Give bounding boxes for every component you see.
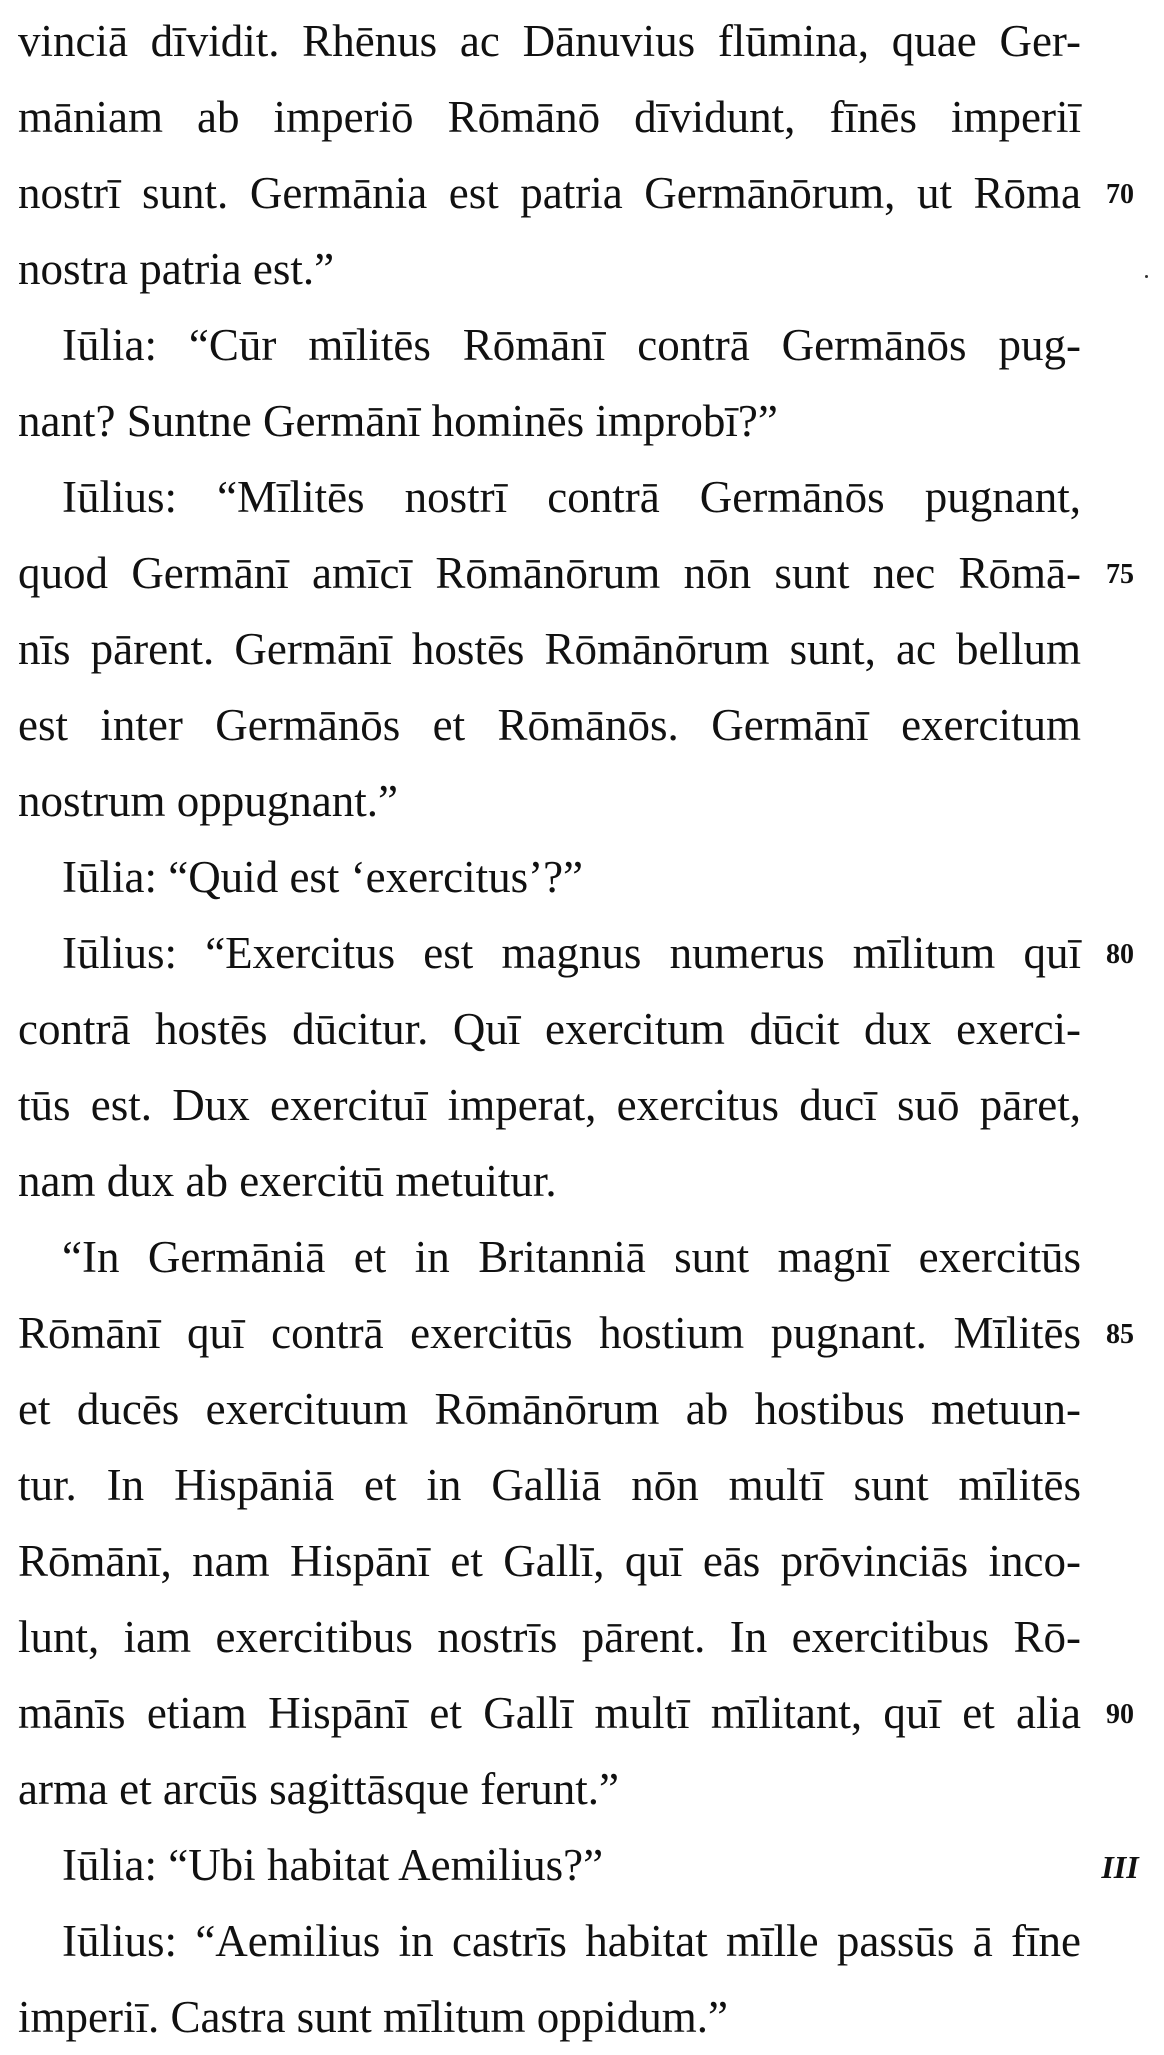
text-line-7: Iūlius: “Mīlitēs nostrī contrā Germānōs pugnant, — [62, 472, 1081, 522]
text-line-11: nostrum oppugnant.” — [18, 776, 398, 826]
text-line-1: vinciā dīvidit. Rhēnus ac Dānuvius flūmina, quae Ger- — [18, 16, 1081, 66]
text-line-24: arma et arcūs sagittāsque ferunt.” — [18, 1764, 619, 1814]
line-number-75: 75 — [1106, 559, 1134, 590]
text-line-8: quod Germānī amīcī Rōmānōrum nōn sunt nec Rōmā- — [18, 548, 1081, 598]
text-line-2: māniam ab imperiō Rōmānō dīvidunt, fīnēs imperiī — [18, 92, 1081, 142]
text-line-19: et ducēs exercituum Rōmānōrum ab hostibus metuun- — [18, 1384, 1081, 1434]
margin-mark — [1145, 275, 1148, 278]
text-line-26: Iūlius: “Aemilius in castrīs habitat mīlle passūs ā fīne — [62, 1916, 1081, 1966]
line-number-70: 70 — [1106, 179, 1134, 210]
line-number-90: 90 — [1106, 1699, 1134, 1730]
text-line-23: mānīs etiam Hispānī et Gallī multī mīlitant, quī et alia — [18, 1688, 1081, 1738]
chapter-number: III — [1101, 1849, 1139, 1885]
text-line-21: Rōmānī, nam Hispānī et Gallī, quī eās prōvinciās inco- — [18, 1536, 1081, 1586]
text-line-25: Iūlia: “Ubi habitat Aemilius?” — [62, 1840, 604, 1890]
text-line-15: tūs est. Dux exercituī imperat, exercitus ducī suō pāret, — [18, 1080, 1081, 1130]
line-number-85: 85 — [1106, 1319, 1134, 1350]
text-line-16: nam dux ab exercitū metuitur. — [18, 1156, 557, 1206]
text-line-9: nīs pārent. Germānī hostēs Rōmānōrum sunt, ac bellum — [18, 624, 1081, 674]
text-line-5: Iūlia: “Cūr mīlitēs Rōmānī contrā Germānōs pug- — [62, 320, 1081, 370]
text-line-10: est inter Germānōs et Rōmānōs. Germānī exercitum — [18, 700, 1081, 750]
text-line-17: “In Germāniā et in Britanniā sunt magnī exercitūs — [62, 1232, 1081, 1282]
text-line-18: Rōmānī quī contrā exercitūs hostium pugnant. Mīlitēs — [18, 1308, 1081, 1358]
line-number-80: 80 — [1106, 939, 1134, 970]
text-line-12: Iūlia: “Quid est ‘exercitus’?” — [62, 852, 584, 902]
text-line-6: nant? Suntne Germānī hominēs improbī?” — [18, 396, 778, 446]
text-line-3: nostrī sunt. Germānia est patria Germānōrum, ut Rōma — [18, 168, 1081, 218]
text-line-4: nostra patria est.” — [18, 244, 335, 294]
text-line-14: contrā hostēs dūcitur. Quī exercitum dūcit dux exerci- — [18, 1004, 1081, 1054]
text-line-22: lunt, iam exercitibus nostrīs pārent. In exercitibus Rō- — [18, 1612, 1081, 1662]
text-line-27: imperiī. Castra sunt mīlitum oppidum.” — [18, 1992, 728, 2042]
text-line-20: tur. In Hispāniā et in Galliā nōn multī sunt mīlitēs — [18, 1460, 1081, 1510]
text-line-13: Iūlius: “Exercitus est magnus numerus mīlitum quī — [62, 928, 1081, 978]
